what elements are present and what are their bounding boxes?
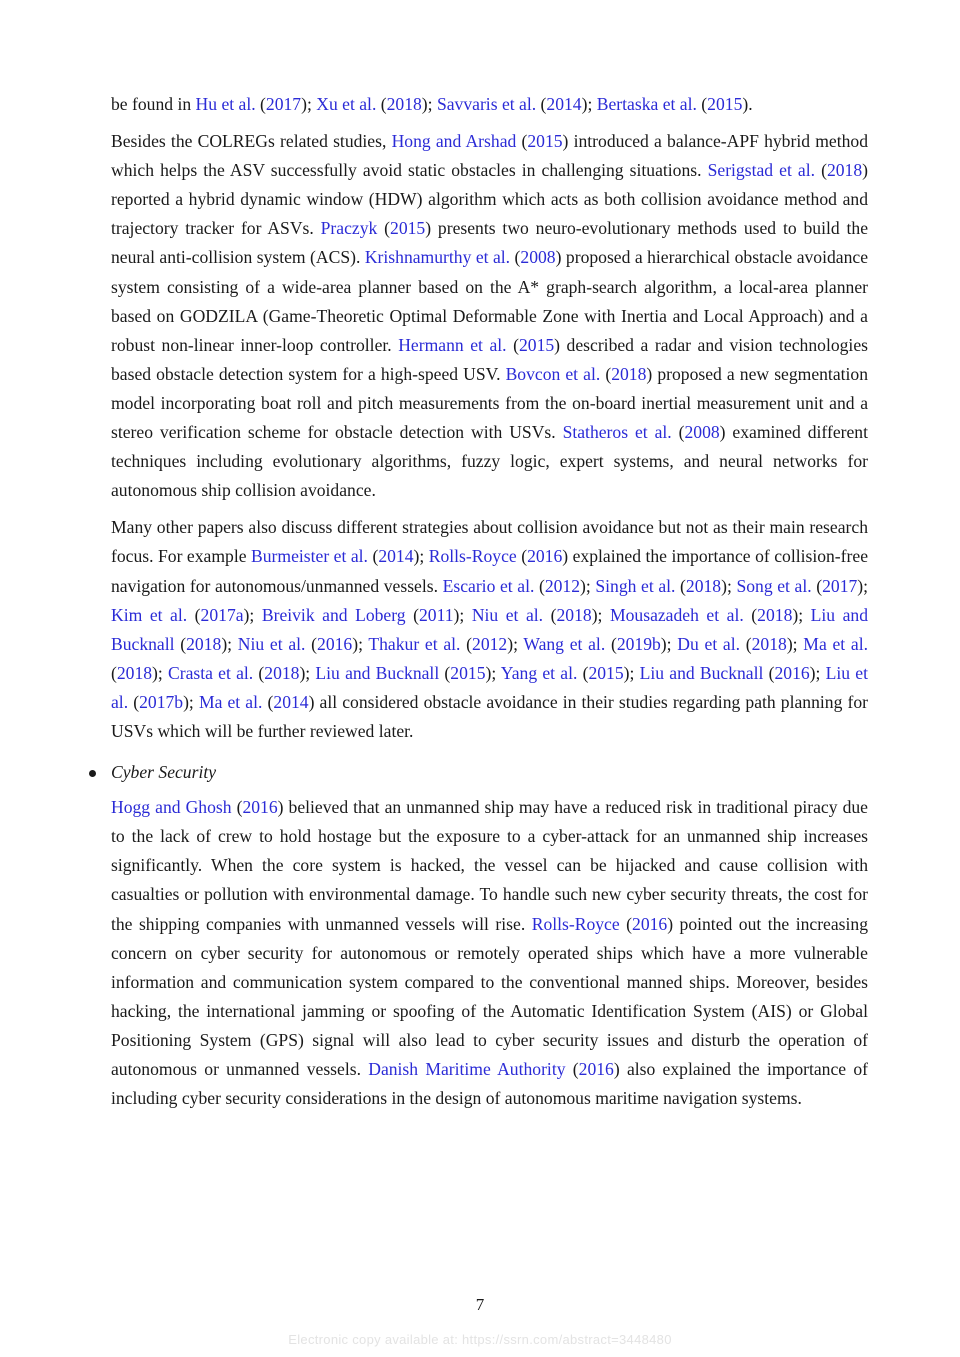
text-run: ); [580, 575, 596, 596]
text-run: ( [460, 633, 473, 654]
citation-link[interactable]: 2018 [264, 662, 300, 683]
text-run: ) reported a hybrid dynamic window (HDW) algorithm which acts as both collision avoidance method and trajectory tracker for ASVs. [111, 160, 868, 239]
citation-link[interactable]: Hong and Arshad [391, 131, 517, 152]
citation-link[interactable]: 2011 [418, 604, 454, 625]
text-run: ); [809, 662, 826, 683]
text-run: ) also explained the importance of including cyber security considerations in the design of autonomous maritime navigation systems. [111, 1059, 868, 1109]
citation-link[interactable]: Rolls-Royce [428, 546, 517, 567]
citation-link[interactable]: Liu and Bucknall [111, 604, 869, 654]
citation-link[interactable]: Du et al. [677, 633, 741, 654]
text-run: ( [506, 334, 519, 355]
text-run: ) described a radar and vision technologies based obstacle detection system for a high-speed USV. [111, 334, 868, 384]
text-run: ( [231, 797, 243, 818]
citation-link[interactable]: 2015 [527, 131, 563, 152]
citation-link[interactable]: 2015 [450, 662, 486, 683]
text-run: ); [485, 662, 501, 683]
text-run: ) explained the importance of collision-free navigation for autonomous/unmanned vessels. [111, 546, 869, 596]
text-run: ) introduced a balance-APF hybrid method which helps the ASV successfully avoid static obstacles in challenging situations. [111, 131, 868, 181]
citation-link[interactable]: 2017b [139, 691, 184, 712]
text-run: ( [543, 604, 557, 625]
text-run: ); [413, 546, 429, 567]
paragraph-intro-tail [111, 90, 868, 119]
text-run: ( [111, 662, 117, 683]
text-run: ( [743, 604, 758, 625]
text-run: ( [696, 94, 708, 114]
citation-link[interactable]: Danish Maritime Authority [368, 1059, 566, 1079]
text-run: ( [534, 575, 545, 596]
citation-link[interactable]: Thakur et al. [368, 633, 461, 654]
text-run: ) presents two neuro-evolutionary methods used to build the neural anti-collision system (ACS). [111, 218, 868, 268]
citation-link[interactable]: 2016 [317, 633, 353, 654]
citation-link[interactable]: 2018 [685, 575, 722, 596]
citation-link[interactable]: 2018 [386, 94, 422, 114]
text-run: ( [815, 160, 827, 181]
citation-link[interactable]: 2016 [242, 797, 278, 818]
ssrn-footer-note: Electronic copy available at: https://ssrn.com/abstract=3448480 [288, 1332, 672, 1347]
citation-link[interactable]: 2018 [116, 662, 153, 683]
text-run: Many other papers also discuss different strategies about collision avoidance but not as their main research focus. For example [111, 517, 868, 567]
text-run: ); [243, 604, 262, 625]
text-run: ( [565, 1059, 579, 1079]
citation-link[interactable]: Liu et al. [111, 662, 868, 712]
text-run: ( [262, 691, 274, 712]
text-run: ). [742, 94, 753, 114]
citation-link[interactable]: 2016 [774, 662, 810, 683]
text-run: ( [305, 633, 318, 654]
citation-link[interactable]: 2017 [822, 575, 858, 596]
text-run: ( [376, 94, 387, 114]
citation-link[interactable]: 2008 [684, 422, 720, 443]
citation-link[interactable]: Statheros et al. [562, 422, 672, 443]
text-run: ( [253, 662, 265, 683]
citation-link[interactable]: 2018 [556, 604, 592, 625]
citation-link[interactable]: 2015 [390, 218, 426, 239]
text-run: ); [591, 604, 610, 625]
paragraph-cyber-security [111, 793, 868, 1113]
citation-link[interactable]: 2016 [527, 546, 563, 567]
citation-link[interactable]: Singh et al. [595, 575, 676, 596]
text-run: ( [811, 575, 823, 596]
citation-link[interactable]: Ma et al. [198, 691, 263, 712]
citation-link[interactable]: 2012 [472, 633, 508, 654]
citation-link[interactable]: 2017a [200, 604, 244, 625]
citation-link[interactable]: Rolls-Royce [531, 913, 620, 934]
text-run: ) proposed a hierarchical obstacle avoidance system consisting of a wide-area planner based on the A* graph-search algorithm, a local-area planner based on GODZILA (Game-Theoretic Optimal Deformable Zone with Inertia and Local Approach) and a robust non-linear inner-loop controller. [111, 247, 869, 355]
bullet-dot-icon [89, 770, 96, 777]
citation-link[interactable]: Niu et al. [471, 604, 544, 625]
text-run: be found in [111, 94, 196, 114]
citation-link[interactable]: Crasta et al. [168, 662, 254, 683]
citation-link[interactable]: 2014 [273, 691, 309, 712]
citation-link[interactable]: Kim et al. [111, 604, 188, 625]
citation-link[interactable]: 2018 [826, 160, 863, 181]
citation-link[interactable]: Yang et al. [500, 662, 578, 683]
text-run: ); [581, 94, 597, 114]
citation-link[interactable]: Bovcon et al. [505, 363, 601, 384]
body-text [111, 90, 868, 1121]
page-number: 7 [475, 1295, 485, 1314]
bullet-cyber-security [111, 758, 868, 787]
text-run: ( [405, 604, 419, 625]
citation-link[interactable]: Song et al. [736, 575, 812, 596]
citation-link[interactable]: 2015 [588, 662, 624, 683]
text-run: ( [516, 131, 528, 152]
text-run: ( [577, 662, 589, 683]
citation-link[interactable]: 2015 [707, 94, 743, 114]
bullet-label: Cyber Security [111, 762, 217, 783]
text-run: ); [421, 94, 437, 114]
text-run: ( [605, 633, 617, 654]
text-run: ( [255, 94, 266, 114]
text-run: ) examined different techniques including evolutionary algorithms, fuzzy logic, expert systems, and neural networks for autonomous ship collision avoidance. [111, 422, 868, 501]
text-run: ); [301, 94, 317, 114]
citation-link[interactable]: Savvaris et al. [436, 94, 537, 114]
text-run: ( [128, 691, 140, 712]
text-run: ( [675, 575, 686, 596]
citation-link[interactable]: Hermann et al. [398, 334, 507, 355]
text-run: ); [857, 575, 869, 596]
citation-link[interactable]: 2014 [546, 94, 582, 114]
citation-link[interactable]: 2014 [378, 546, 414, 567]
text-run: ); [221, 633, 238, 654]
paragraph-other-strategies [111, 513, 868, 746]
text-run: ); [721, 575, 737, 596]
citation-link[interactable]: 2008 [520, 247, 556, 268]
citation-link[interactable]: Serigstad et al. [707, 160, 816, 181]
citation-link[interactable]: 2019b [616, 633, 661, 654]
text-run: ( [516, 546, 528, 567]
citation-link[interactable]: 2015 [518, 334, 555, 355]
text-run: ); [352, 633, 369, 654]
citation-link[interactable]: Burmeister et al. [251, 546, 368, 567]
citation-link[interactable]: 2018 [751, 633, 787, 654]
citation-link[interactable]: 2012 [544, 575, 581, 596]
text-run: ( [510, 247, 521, 268]
text-run: ( [174, 633, 187, 654]
text-run: ); [507, 633, 524, 654]
text-run: ); [660, 633, 678, 654]
citation-link[interactable]: 2017 [265, 94, 302, 114]
citation-link[interactable]: Ma et al. [803, 633, 868, 654]
text-run: ( [367, 546, 379, 567]
text-run: ( [763, 662, 775, 683]
citation-link[interactable]: Liu and Bucknall [639, 662, 764, 683]
citation-link[interactable]: Hu et al. [195, 94, 256, 114]
citation-link[interactable]: Mousazadeh et al. [609, 604, 744, 625]
text-run: ) believed that an unmanned ship may have a reduced risk in traditional piracy due to the lack of crew to hold hostage but the exposure to a cyber-attack for an unmanned ship increases significantly. When the core system is hacked, the vessel can be hijacked and cause collision with casualties or pollution with environmental damage. To handle such new cyber security threats, the cost for the shipping companies with unmanned vessels will rise. [111, 797, 868, 934]
citation-link[interactable]: 2018 [757, 604, 793, 625]
citation-link[interactable]: 2016 [632, 913, 668, 934]
text-run: ); [299, 662, 316, 683]
text-run: ); [453, 604, 472, 625]
text-run: ( [619, 913, 633, 934]
text-run: ) proposed a new segmentation model incorporating boat roll and pitch measurements from the on-board inertial measurement unit and a stereo verification scheme for obstacle detection with USVs. [111, 363, 869, 443]
text-run: ) all considered obstacle avoidance in their studies regarding path planning for USVs which will be further reviewed later. [111, 691, 868, 741]
text-run: ); [623, 662, 640, 683]
text-run: ); [183, 691, 199, 712]
text-run: ) pointed out the increasing concern on cyber security for autonomous or remotely operated ships which have a more vulnerable information and communication system compared to the conventional manned ships. Moreover, besides hacking, the international jamming or spoofing of the Automatic Identification System (AIS) or Global Positioning System (GPS) signal will also lead to cyber security issues and disturb the operation of autonomous or unmanned vessels. [111, 913, 868, 1079]
text-run: ); [792, 604, 811, 625]
text-run: ( [600, 363, 612, 384]
citation-link[interactable]: Escario et al. [442, 575, 535, 596]
text-run: ( [187, 604, 201, 625]
citation-link[interactable]: Praczyk [320, 218, 378, 239]
paragraph-hybrid-methods [111, 127, 868, 505]
citation-link[interactable]: Niu et al. [237, 633, 306, 654]
text-run: ( [740, 633, 752, 654]
text-run: ( [536, 94, 547, 114]
citation-link[interactable]: Krishnamurthy et al. [364, 247, 511, 268]
citation-link[interactable]: Liu and Bucknall [315, 662, 440, 683]
text-run: ); [786, 633, 804, 654]
citation-link[interactable]: Bertaska et al. [596, 94, 697, 114]
text-run: ( [377, 218, 391, 239]
citation-link[interactable]: 2016 [578, 1059, 614, 1079]
citation-link[interactable]: Breivik and Loberg [261, 604, 406, 625]
citation-link[interactable]: 2018 [611, 363, 647, 384]
citation-link[interactable]: Wang et al. [523, 633, 606, 654]
citation-link[interactable]: Hogg and Ghosh [111, 797, 232, 818]
citation-link[interactable]: Xu et al. [316, 94, 377, 114]
text-run: ( [439, 662, 451, 683]
text-run: ( [671, 422, 685, 443]
text-run: Besides the COLREGs related studies, [111, 131, 392, 152]
citation-link[interactable]: 2018 [186, 633, 222, 654]
text-run: ); [152, 662, 169, 683]
